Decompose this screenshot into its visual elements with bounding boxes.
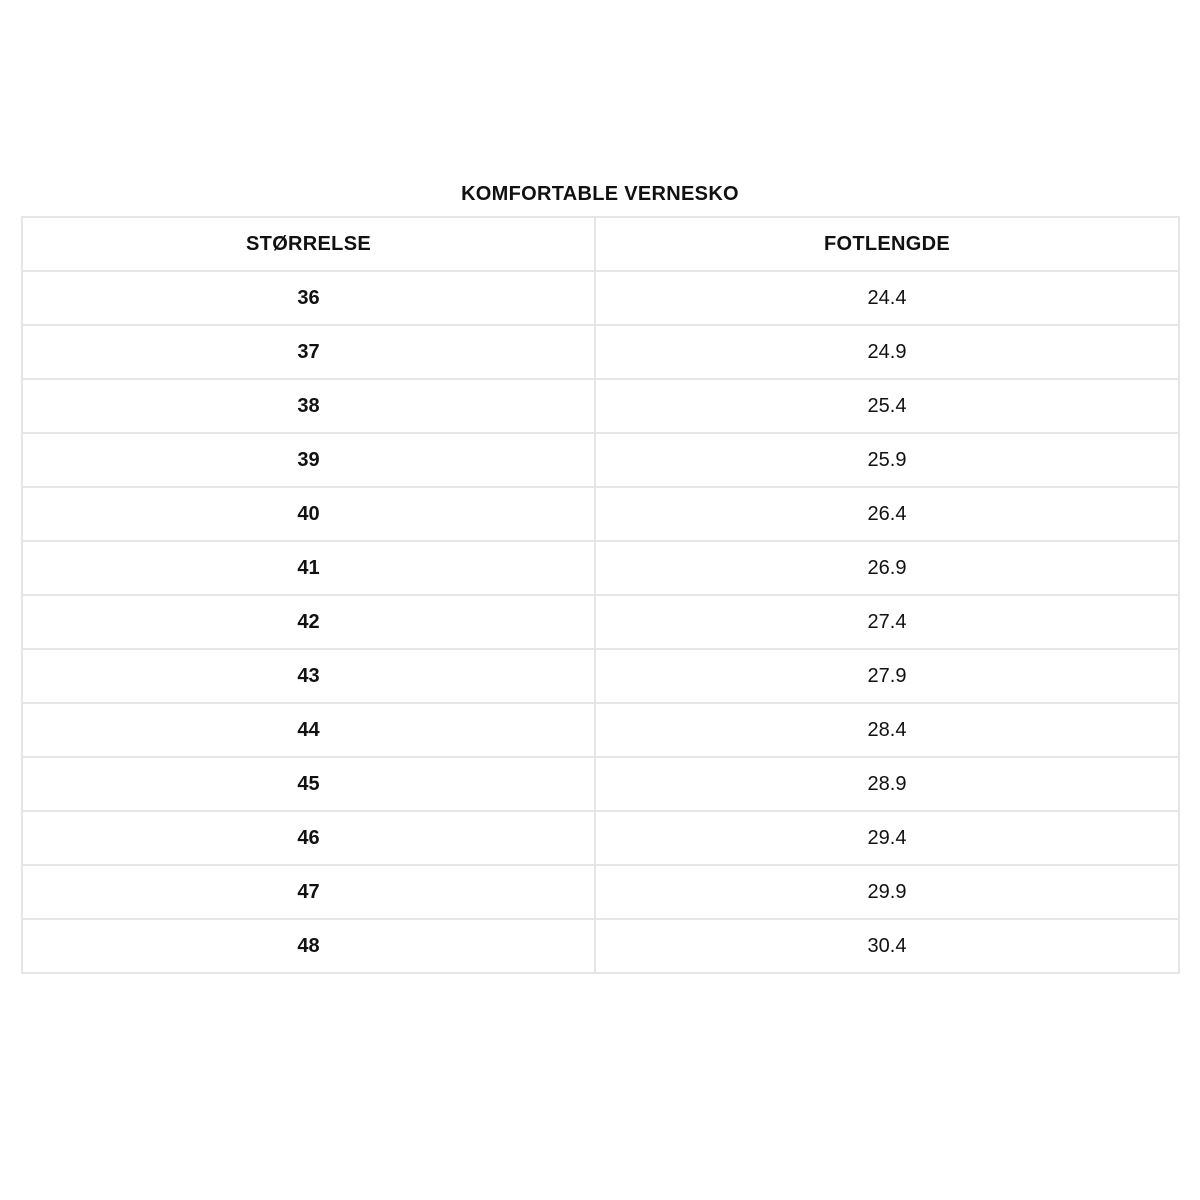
column-header-foot-length: FOTLENGDE <box>595 217 1179 271</box>
size-cell: 41 <box>22 541 595 595</box>
foot-length-cell: 25.9 <box>595 433 1179 487</box>
size-cell: 46 <box>22 811 595 865</box>
foot-length-cell: 30.4 <box>595 919 1179 973</box>
table-row <box>22 541 1179 595</box>
table-row <box>22 811 1179 865</box>
size-cell: 36 <box>22 271 595 325</box>
size-chart-table <box>21 216 1180 974</box>
table-row <box>22 271 1179 325</box>
size-chart-title: KOMFORTABLE VERNESKO <box>461 183 739 205</box>
foot-length-cell: 27.9 <box>595 649 1179 703</box>
foot-length-cell: 25.4 <box>595 379 1179 433</box>
table-row <box>22 379 1179 433</box>
size-cell: 47 <box>22 865 595 919</box>
table-row <box>22 649 1179 703</box>
size-cell: 39 <box>22 433 595 487</box>
foot-length-cell: 29.9 <box>595 865 1179 919</box>
foot-length-cell: 28.4 <box>595 703 1179 757</box>
size-cell: 38 <box>22 379 595 433</box>
table-row <box>22 865 1179 919</box>
column-header-size: STØRRELSE <box>22 217 595 271</box>
table-row <box>22 433 1179 487</box>
table-row <box>22 487 1179 541</box>
table-row <box>22 595 1179 649</box>
size-cell: 42 <box>22 595 595 649</box>
foot-length-cell: 27.4 <box>595 595 1179 649</box>
table-row <box>22 703 1179 757</box>
size-cell: 43 <box>22 649 595 703</box>
foot-length-cell: 26.9 <box>595 541 1179 595</box>
size-cell: 37 <box>22 325 595 379</box>
foot-length-cell: 24.4 <box>595 271 1179 325</box>
size-cell: 48 <box>22 919 595 973</box>
foot-length-cell: 26.4 <box>595 487 1179 541</box>
size-cell: 45 <box>22 757 595 811</box>
table-row <box>22 757 1179 811</box>
foot-length-cell: 28.9 <box>595 757 1179 811</box>
size-cell: 44 <box>22 703 595 757</box>
size-cell: 40 <box>22 487 595 541</box>
table-body <box>22 271 1179 973</box>
table-header-row <box>22 217 1179 271</box>
table-row <box>22 919 1179 973</box>
table-row <box>22 325 1179 379</box>
foot-length-cell: 29.4 <box>595 811 1179 865</box>
foot-length-cell: 24.9 <box>595 325 1179 379</box>
